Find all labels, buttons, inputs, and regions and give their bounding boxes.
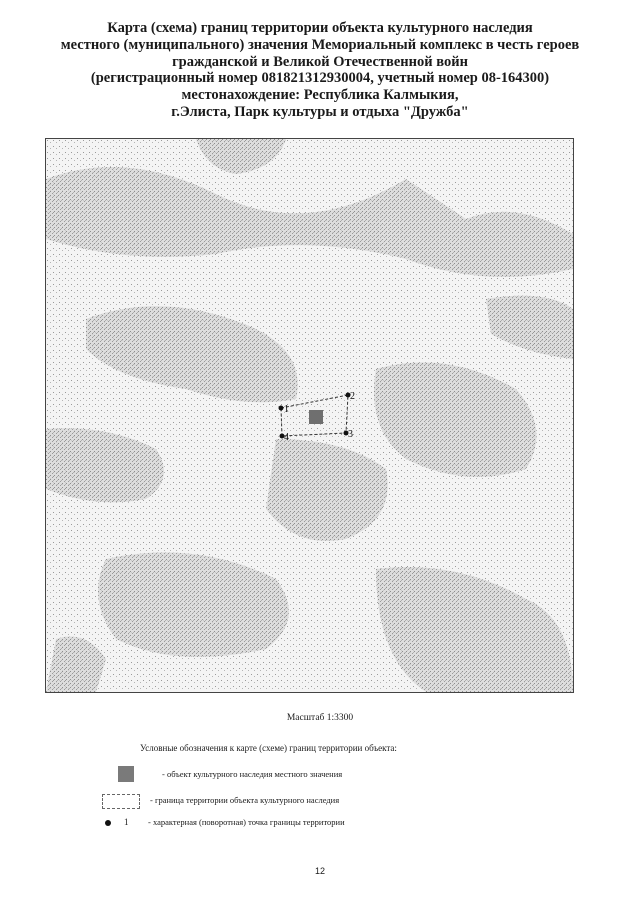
aerial-map: [45, 138, 574, 693]
map-canvas: [46, 139, 573, 692]
title-line: гражданской и Великой Отечественной войн: [172, 53, 468, 70]
boundary-point-label-3: 3: [348, 429, 353, 440]
heritage-object-marker: [309, 410, 323, 424]
boundary-point-label-2: 2: [350, 391, 355, 402]
legend-item-object: [100, 766, 560, 786]
legend-item-point: [100, 817, 560, 837]
legend-item-boundary: [100, 792, 560, 812]
title-line: местного (муниципального) значения Мемориальный комплекс в честь героев: [60, 36, 580, 53]
title-line: Карта (схема) границ территории объекта культурного наследия: [107, 20, 533, 36]
legend-heading: Условные обозначения к карте (схеме) границ территории объекта:: [140, 743, 397, 753]
map-scale: Масштаб 1:3300: [286, 713, 354, 723]
boundary-point-label-4: 4: [284, 432, 289, 443]
title-line: местонахождение: Республика Калмыкия,: [181, 87, 459, 104]
title-line: г.Элиста, Парк культуры и отдыха "Дружба": [171, 103, 469, 120]
page-number: 12: [314, 866, 325, 876]
boundary-dashed-icon: [102, 794, 140, 809]
document-title: [60, 20, 580, 121]
object-square-icon: [118, 766, 134, 782]
boundary-point-label-1: 1: [284, 404, 289, 415]
legend-item-text: - характерная (поворотная) точка границы территории: [148, 817, 345, 827]
point-dot-icon: [105, 820, 111, 826]
legend-item-text: - граница территории объекта культурного наследия: [150, 795, 340, 805]
title-line: (регистрационный номер 081821312930004, учетный номер 08-164300): [90, 70, 550, 87]
legend-point-label: 1: [124, 817, 129, 827]
boundary-point-1: [279, 406, 284, 411]
legend-item-text: - объект культурного наследия местного значения: [162, 769, 343, 779]
